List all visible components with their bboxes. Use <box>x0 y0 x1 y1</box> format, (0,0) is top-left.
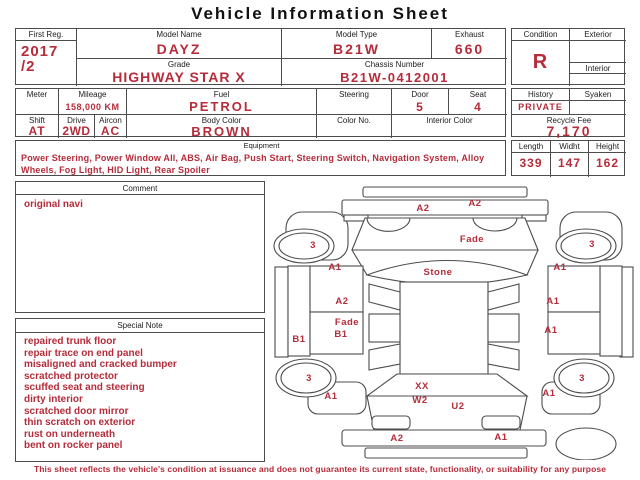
damage-label-rear-window: XX <box>415 381 429 392</box>
fuel-header: Fuel <box>126 89 316 101</box>
interior-color-header: Interior Color <box>391 114 507 126</box>
model-name-header: Model Name <box>76 29 281 41</box>
equipment-header: Equipment <box>243 141 280 150</box>
damage-label-right-rear-tire: 3 <box>579 373 585 384</box>
spare-tire-shape <box>556 428 616 460</box>
meter-value <box>16 101 58 114</box>
interior-value <box>569 74 626 86</box>
body-color-value: BROWN <box>126 126 316 138</box>
page-title: Vehicle Information Sheet <box>191 4 449 23</box>
dimensions-table <box>511 140 625 176</box>
length-header: Length <box>512 141 550 153</box>
syaken-value <box>569 101 626 114</box>
special-note-line: bent on rocker panel <box>24 440 123 452</box>
damage-label-left-rocker: B1 <box>292 334 306 345</box>
color-no-header: Color No. <box>316 114 391 126</box>
aircon-value: AC <box>94 126 126 138</box>
left-rear-window-shape <box>369 344 400 370</box>
damage-label-left-rear-door-top: Fade <box>334 317 360 328</box>
right-taillight-shape <box>482 416 520 429</box>
drive-header: Drive <box>58 114 94 126</box>
chassis-number-header: Chassis Number <box>281 58 507 70</box>
special-note-list <box>16 333 264 461</box>
left-sill-shape <box>275 267 288 357</box>
width-header: Widht <box>550 141 588 153</box>
front-bumper-shape <box>342 200 548 215</box>
roof-shape <box>400 282 488 374</box>
exhaust-header: Exhaust <box>431 29 507 41</box>
special-note-line: repair trace on end panel <box>24 347 143 359</box>
width-value: 147 <box>550 153 588 177</box>
special-note-line: scratched protector <box>24 370 118 382</box>
left-taillight-shape <box>372 416 410 429</box>
comment-header: Comment <box>16 182 264 195</box>
model-type-value: B21W <box>281 41 431 58</box>
damage-label-right-front-tire: 3 <box>589 239 595 250</box>
special-note-line: repaired trunk floor <box>24 336 117 347</box>
left-front-tire-shape <box>274 229 334 263</box>
condition-header: Condition <box>512 29 569 41</box>
damage-label-left-front-fender: A1 <box>328 262 342 273</box>
left-mid-window-shape <box>369 314 400 342</box>
meter-header: Meter <box>26 90 48 99</box>
first-reg-value <box>16 41 76 86</box>
right-mid-window-shape <box>488 314 519 342</box>
mileage-value: 158,000 KM <box>58 101 126 114</box>
damage-label-trunk: U2 <box>451 401 465 412</box>
right-rocker-shape <box>600 266 622 356</box>
special-note-line: rust on underneath <box>24 428 116 440</box>
grade-value: HIGHWAY STAR X <box>76 70 281 86</box>
hood-shape <box>352 218 538 250</box>
body-color-header: Body Color <box>126 114 316 126</box>
drive-value: 2WD <box>58 126 94 138</box>
special-note-header: Special Note <box>16 319 264 333</box>
special-note-line: scuffed seat and steering <box>24 382 145 394</box>
model-type-header: Model Type <box>281 29 431 41</box>
damage-label-left-front-door: A2 <box>335 296 349 307</box>
fuel-value: PETROL <box>126 101 316 114</box>
exhaust-value: 660 <box>431 41 507 58</box>
damage-label-right-rear-door: A1 <box>544 325 558 336</box>
door-value: 5 <box>391 101 448 114</box>
model-name-value: DAYZ <box>76 41 281 58</box>
special-note-line: scratched door mirror <box>24 405 129 417</box>
special-note-box <box>15 318 265 462</box>
first-reg-month: /2 <box>21 58 36 75</box>
shift-value: AT <box>28 126 46 138</box>
damage-label-rear-bumper-left: A2 <box>390 433 404 444</box>
recycle-fee-header: Recycle Fee <box>512 114 626 125</box>
damage-label-left-front-tire: 3 <box>310 240 316 251</box>
interior-header: Interior <box>569 62 626 74</box>
syaken-header: Syaken <box>569 89 626 101</box>
comment-text: original navi <box>24 199 83 210</box>
color-no-value <box>316 126 391 138</box>
right-front-tire-shape <box>556 229 616 263</box>
special-note-line: thin scratch on exterior <box>24 417 136 429</box>
damage-label-hood: Fade <box>459 234 485 245</box>
equipment-value: Power Steering, Power Window All, ABS, Air Bag, Push Start, Steering Switch, Navigation System, Alloy Wheels, Fog Light, HID Light, Rear Spoiler <box>21 153 485 175</box>
exterior-value <box>569 41 626 62</box>
first-reg-header: First Reg. <box>16 29 76 41</box>
damage-label-windshield: Stone <box>423 267 453 278</box>
height-header: Height <box>588 141 626 153</box>
history-table <box>511 88 625 137</box>
exterior-header: Exterior <box>569 29 626 41</box>
chassis-number-value: B21W-0412001 <box>281 70 507 86</box>
rear-bumper-shape <box>342 430 546 446</box>
damage-label-right-front-fender: A1 <box>553 262 567 273</box>
seat-value: 4 <box>448 101 507 114</box>
car-damage-diagram <box>270 182 638 460</box>
first-reg-year: 2017 <box>21 43 59 60</box>
length-value: 339 <box>519 156 543 170</box>
left-front-window-shape <box>369 284 400 310</box>
registration-table <box>15 28 506 85</box>
special-note-line: dirty interior <box>24 393 83 405</box>
grade-header: Grade <box>76 58 281 70</box>
disclaimer-text: This sheet reflects the vehicle's condition at issuance and does not guarantee its current state, functionality, or suitability for any purpose <box>33 464 607 474</box>
front-bumper-top-shape <box>363 187 527 197</box>
rear-bumper-lower-shape <box>365 448 527 458</box>
damage-label-front-bumper-left: A2 <box>416 203 430 214</box>
condition-value: R <box>532 51 549 73</box>
height-value: 162 <box>588 153 626 177</box>
damage-label-left-rear-tire: 3 <box>306 373 312 384</box>
right-rear-window-shape <box>488 344 519 370</box>
equipment-table <box>15 140 506 176</box>
condition-table <box>511 28 625 85</box>
recycle-fee-value: 7,170 <box>546 125 592 138</box>
damage-label-right-quarter-panel: A1 <box>542 388 556 399</box>
damage-label-left-quarter-panel: A1 <box>324 391 338 402</box>
damage-label-left-rear-door: B1 <box>334 329 348 340</box>
damage-label-rear-bumper-right: A1 <box>494 432 508 443</box>
steering-header: Steering <box>316 89 391 101</box>
special-note-line: misaligned and cracked bumper <box>24 359 177 371</box>
history-header: History <box>512 89 569 101</box>
steering-value <box>316 101 391 114</box>
aircon-header: Aircon <box>94 114 126 126</box>
damage-label-right-front-door: A1 <box>546 296 560 307</box>
specs-table <box>15 88 506 137</box>
shift-header: Shift <box>16 114 58 126</box>
seat-header: Seat <box>448 89 507 101</box>
car-outline-svg <box>270 182 638 460</box>
right-front-window-shape <box>488 284 519 310</box>
interior-color-value <box>391 126 507 138</box>
mileage-header: Mileage <box>58 89 126 101</box>
damage-label-trunk-upper: W2 <box>412 395 428 406</box>
damage-label-front-bumper-right: A2 <box>468 198 482 209</box>
comment-box <box>15 181 265 313</box>
history-value: PRIVATE <box>518 102 563 112</box>
door-header: Door <box>391 89 448 101</box>
rear-window-shape <box>367 374 527 396</box>
